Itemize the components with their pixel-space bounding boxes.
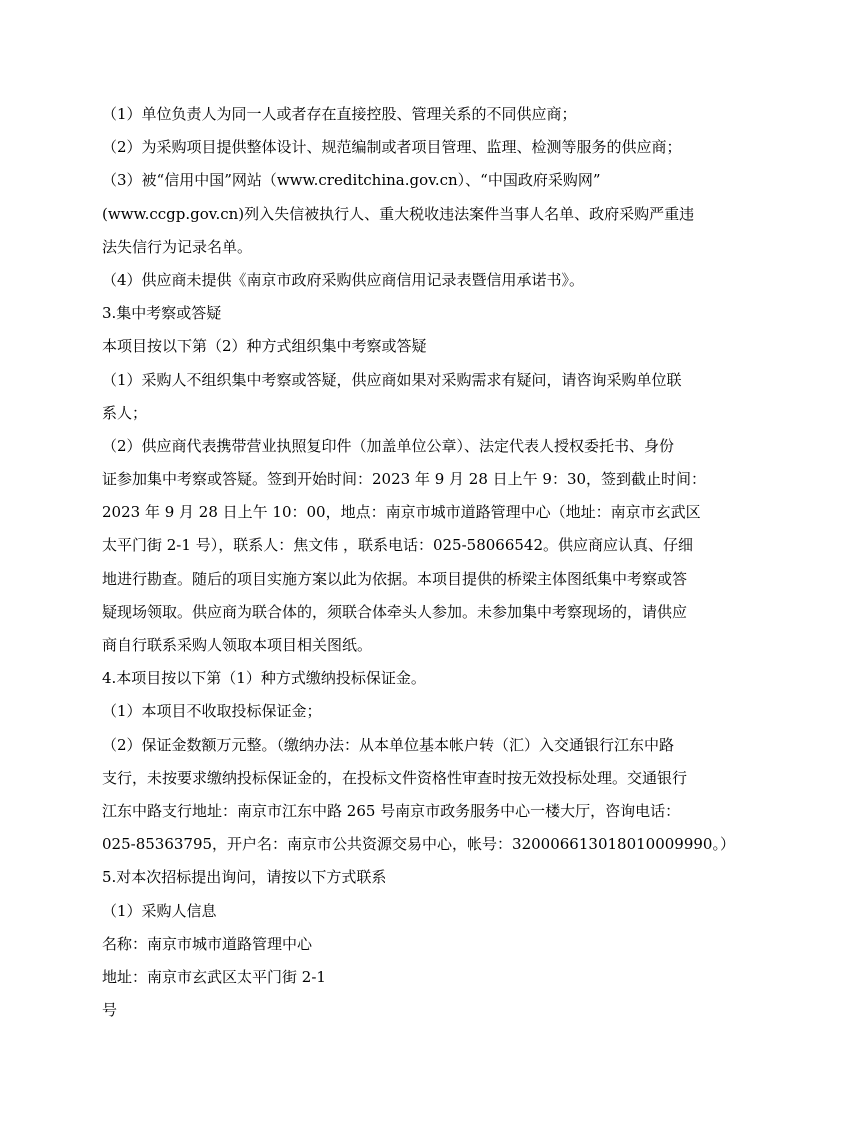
text-line: 疑现场领取。供应商为联合体的，须联合体牵头人参加。未参加集中考察现场的，请供应 <box>102 602 688 621</box>
text-line: 本项目按以下第（2）种方式组织集中考察或答疑 <box>102 337 427 356</box>
text-line: 名称：南京市城市道路管理中心 <box>102 934 313 953</box>
text-line: （1）采购人不组织集中考察或答疑，供应商如果对采购需求有疑问，请咨询采购单位联 <box>102 370 682 389</box>
text-line: 2023 年 9 月 28 日上午 10：00，地点：南京市城市道路管理中心（地址：南京市玄武区 <box>102 503 701 522</box>
text-line: (www.ccgp.gov.cn)列入失信被执行人、重大税收违法案件当事人名单、政府采购严重违 <box>102 204 695 223</box>
text-line: 江东中路支行地址：南京市江东中路 265 号南京市政务服务中心一楼大厅，咨询电话： <box>102 801 681 820</box>
section-heading: 4.本项目按以下第（1）种方式缴纳投标保证金。 <box>102 669 426 688</box>
text-line: 号 <box>102 1001 118 1020</box>
text-line: （2）为采购项目提供整体设计、规范编制或者项目管理、监理、检测等服务的供应商； <box>102 138 682 157</box>
text-line: 太平门街 2-1 号），联系人：焦文伟 ，联系电话：025-58066542。供应商应认真、仔细 <box>102 536 694 555</box>
text-line: （2）保证金数额万元整。（缴纳办法：从本单位基本帐户转（汇）入交通银行江东中路 <box>102 735 675 754</box>
text-line: （1）单位负责人为同一人或者存在直接控股、管理关系的不同供应商； <box>102 105 577 123</box>
text-line: （4）供应商未提供《南京市政府采购供应商信用记录表暨信用承诺书》。 <box>102 270 585 289</box>
section-heading: 5.对本次招标提出询问，请按以下方式联系 <box>102 868 387 887</box>
text-line: （1）本项目不收取投标保证金； <box>102 702 322 721</box>
text-line: （1）采购人信息 <box>102 901 217 920</box>
text-line: 地址：南京市玄武区太平门街 2-1 <box>102 967 326 986</box>
text-line: 证参加集中考察或答疑。签到开始时间：2023 年 9 月 28 日上午 9：30，签到截止时间： <box>102 470 707 489</box>
text-line: 法失信行为记录名单。 <box>102 237 253 256</box>
document-body <box>102 98 772 1027</box>
section-heading: 3.集中考察或答疑 <box>102 304 222 323</box>
text-line: （2）供应商代表携带营业执照复印件（加盖单位公章）、法定代表人授权委托书、身份 <box>102 436 675 455</box>
text-line: 系人； <box>102 403 148 422</box>
text-line: （3）被“信用中国”网站（www.creditchina.gov.cn）、“中国政府采购网” <box>102 171 601 190</box>
text-line: 025-85363795，开户名：南京市公共资源交易中心，帐号：32000661301801000999​0。） <box>102 835 735 854</box>
text-line: 商自行联系采购人领取本项目相关图纸。 <box>102 636 373 654</box>
text-line: 支行，未按要求缴纳投标保证金的，在投标文件资格性审查时按无效投标处理。交通银行 <box>102 768 688 787</box>
text-line: 地进行勘查。随后的项目实施方案以此为依据。本项目提供的桥梁主体图纸集中考察或答 <box>102 569 688 588</box>
